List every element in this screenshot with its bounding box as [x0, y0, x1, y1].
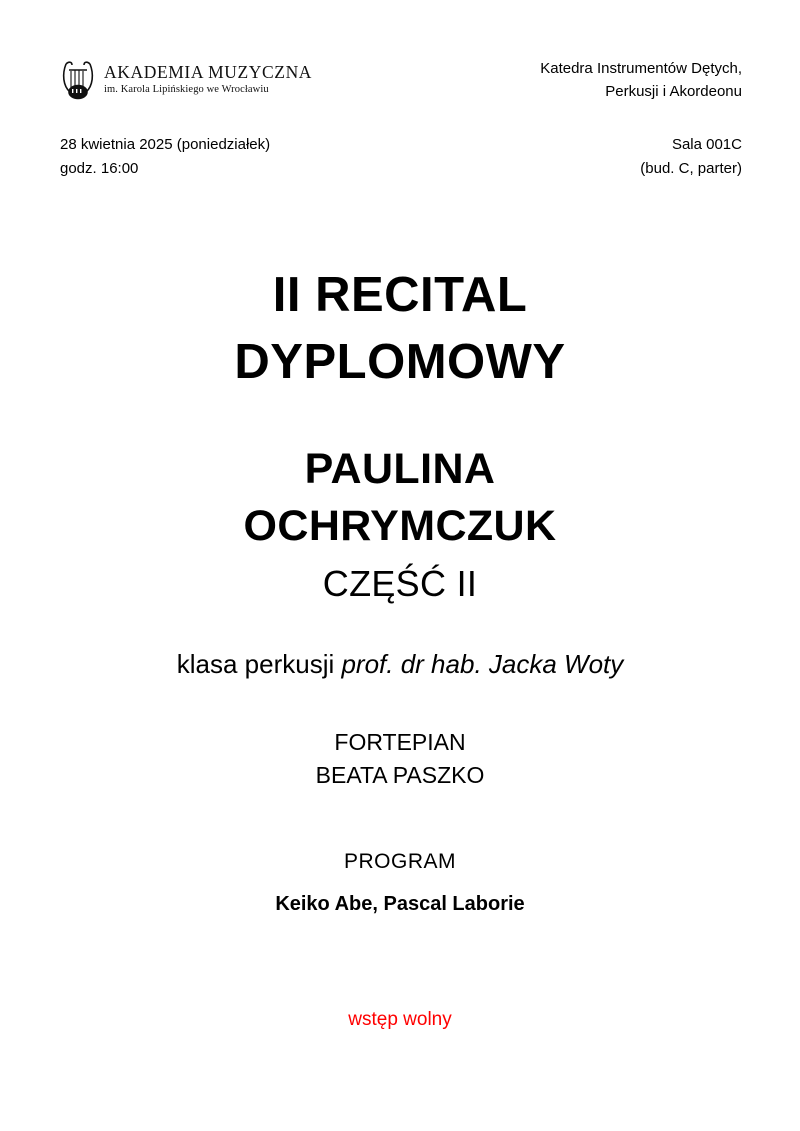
- accompanist-block: [0, 726, 800, 793]
- event-building: (bud. C, parter): [640, 160, 742, 177]
- event-meta: [60, 133, 742, 181]
- department-line-1: Katedra Instrumentów Dętych,: [540, 60, 742, 77]
- event-time: godz. 16:00: [60, 160, 139, 177]
- department-block: [540, 58, 742, 103]
- performer-last-name: OCHRYMCZUK: [243, 502, 557, 550]
- class-line: [0, 649, 800, 680]
- piano-label: FORTEPIAN: [334, 728, 466, 755]
- program-label: PROGRAM: [343, 850, 456, 874]
- event-location: [640, 133, 742, 181]
- academy-name-block: [104, 62, 312, 95]
- title-line-2: DYPLOMOWY: [234, 334, 566, 389]
- department-line-2: Perkusji i Akordeonu: [605, 82, 742, 100]
- lyre-icon: [60, 58, 96, 100]
- event-room: Sala 001C: [671, 136, 742, 153]
- class-prefix: klasa perkusji: [176, 648, 342, 679]
- title-line-1: II RECITAL: [272, 268, 528, 322]
- academy-subtitle: im. Karola Lipińskiego we Wrocławiu: [104, 83, 269, 95]
- poster-body: [0, 262, 800, 1031]
- academy-name: AKADEMIA MUZYCZNA: [104, 62, 313, 83]
- program-items: Keiko Abe, Pascal Laborie: [275, 893, 525, 916]
- academy-branding: [60, 58, 312, 100]
- poster-header: [60, 58, 742, 103]
- performer-name: [0, 441, 800, 555]
- class-teacher: prof. dr hab. Jacka Woty: [341, 648, 624, 679]
- event-date: 28 kwietnia 2025 (poniedziałek): [60, 136, 271, 153]
- piano-name: BEATA PASZKO: [315, 762, 485, 789]
- performer-first-name: PAULINA: [304, 445, 496, 494]
- recital-part: CZĘŚĆ II: [322, 562, 478, 604]
- free-entry-note: wstęp wolny: [348, 1009, 452, 1031]
- event-datetime: [60, 133, 270, 181]
- page-title: [0, 262, 800, 395]
